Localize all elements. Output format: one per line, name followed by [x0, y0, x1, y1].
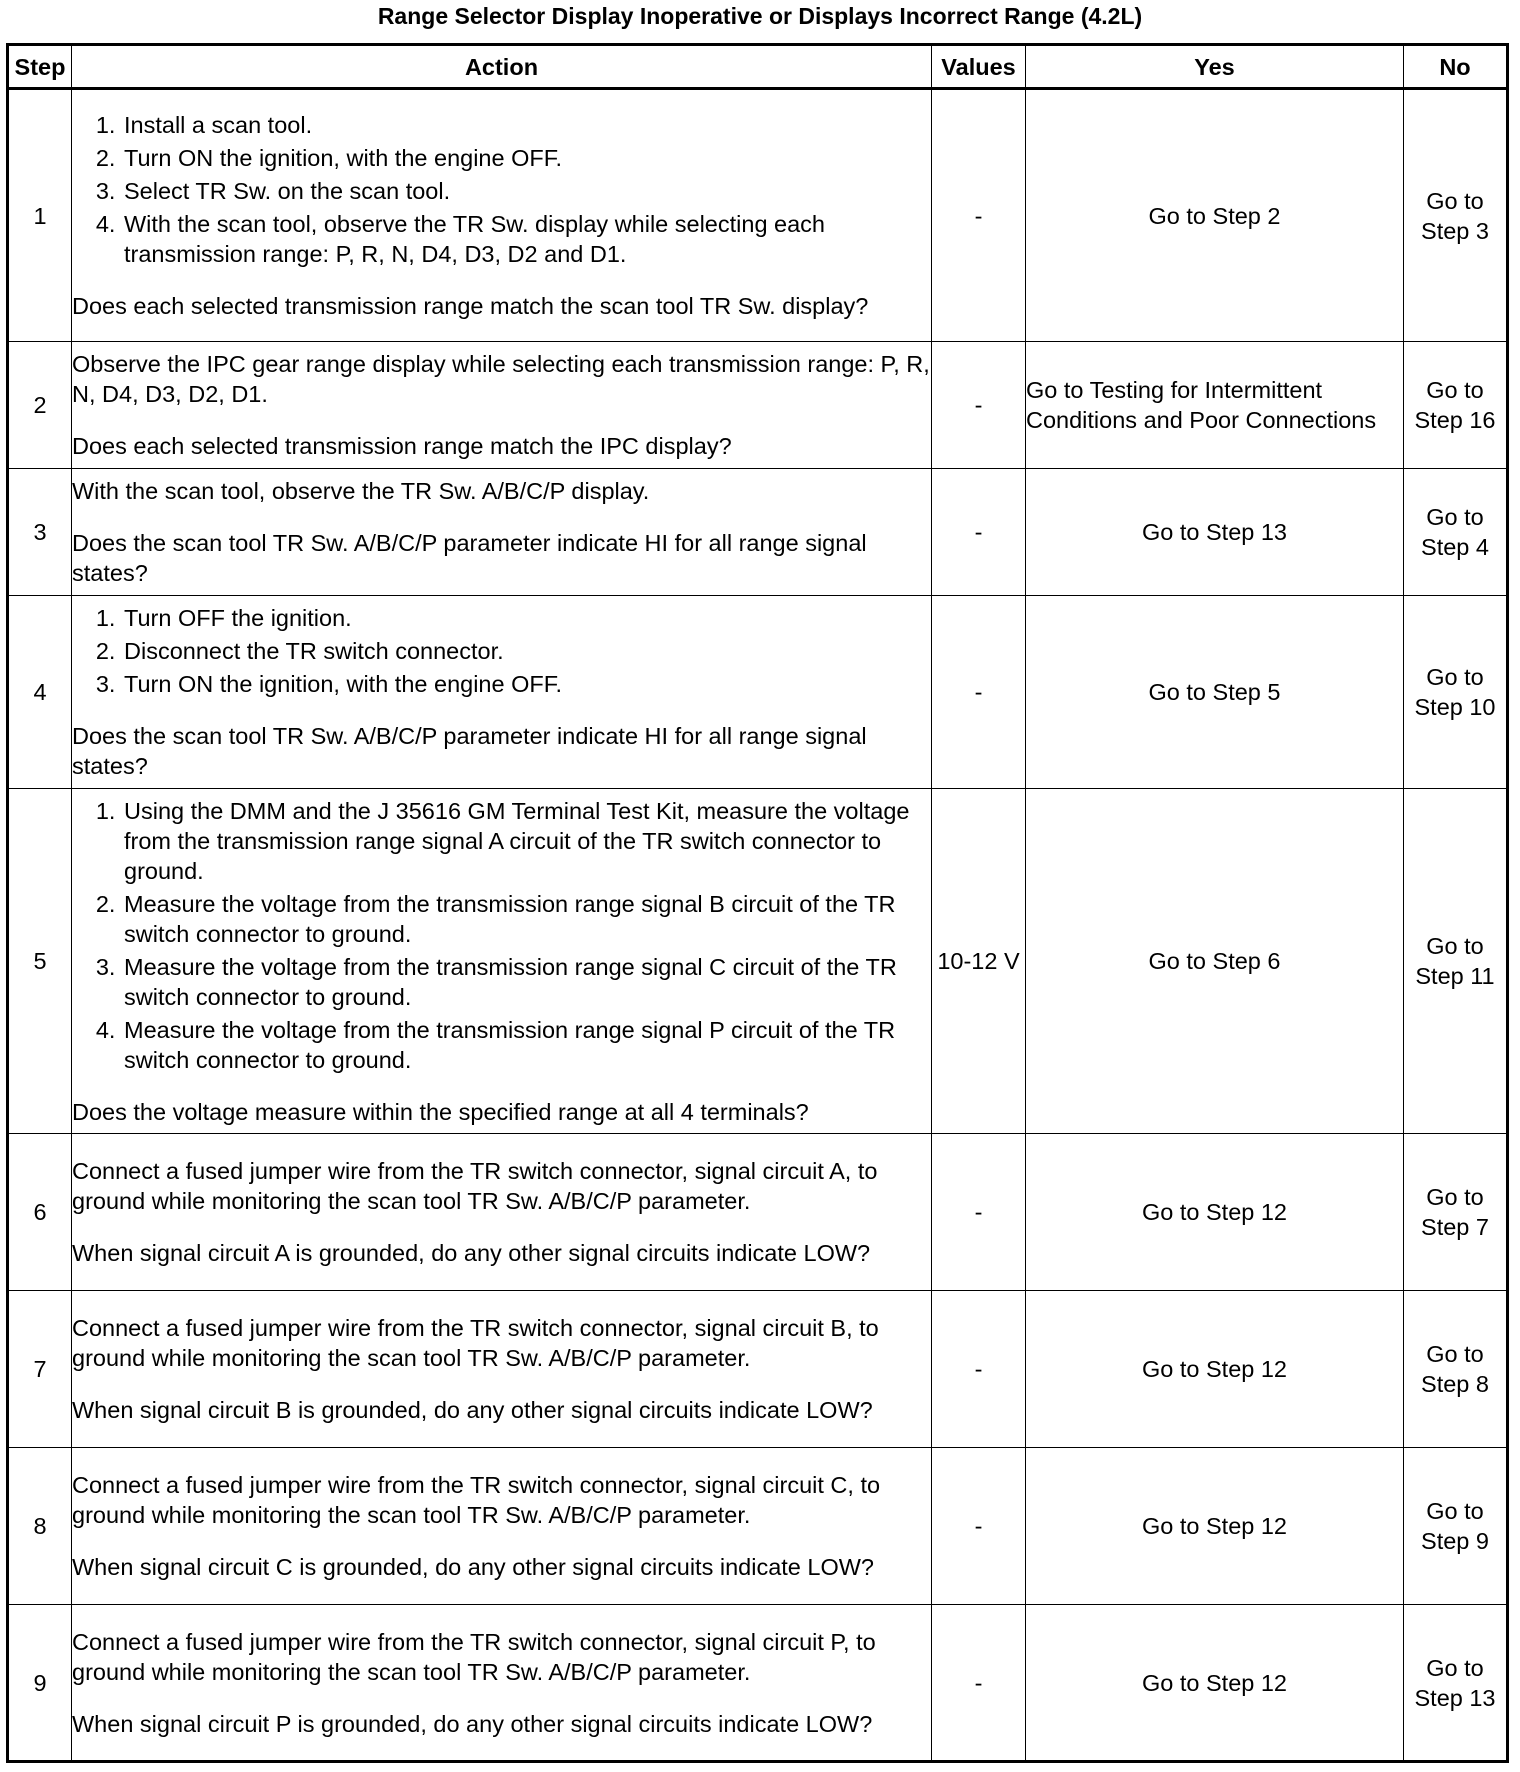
action-cell — [72, 469, 932, 596]
action-text: Observe the IPC gear range display while selecting each transmission range: P, R, N, D4, D3, D2, D1. — [72, 351, 930, 407]
yes-cell: Go to Step 12 — [1026, 1291, 1404, 1448]
yes-cell: Go to Step 12 — [1026, 1134, 1404, 1291]
yes-cell: Go to Step 12 — [1026, 1605, 1404, 1762]
action-question: Does the scan tool TR Sw. A/B/C/P parameter indicate HI for all range signal states? — [72, 723, 867, 779]
step-number: 3 — [8, 469, 72, 596]
action-question: Does each selected transmission range match the IPC display? — [72, 433, 732, 459]
action-text: With the scan tool, observe the TR Sw. A/B/C/P display. — [72, 478, 650, 504]
action-question: Does each selected transmission range match the scan tool TR Sw. display? — [72, 293, 869, 319]
action-text: Connect a fused jumper wire from the TR switch connector, signal circuit A, to ground while monitoring the scan tool TR Sw. A/B/C/P parameter. — [72, 1158, 878, 1214]
header-row — [8, 45, 1508, 89]
step-number: 4 — [8, 596, 72, 789]
step-number: 9 — [8, 1605, 72, 1762]
no-cell: Go to Step 16 — [1404, 342, 1508, 469]
list-item: 2. Measure the voltage from the transmission range signal B circuit of the TR switch connector to ground. — [122, 889, 931, 949]
action-question: When signal circuit C is grounded, do any other signal circuits indicate LOW? — [72, 1554, 874, 1580]
list-item: 1. Install a scan tool. — [122, 110, 931, 140]
table-row — [8, 1448, 1508, 1605]
diagnostic-table — [6, 43, 1509, 1763]
action-question: When signal circuit A is grounded, do any other signal circuits indicate LOW? — [72, 1240, 871, 1266]
list-item: 4. Measure the voltage from the transmission range signal P circuit of the TR switch connector to ground. — [122, 1015, 931, 1075]
action-text: Connect a fused jumper wire from the TR switch connector, signal circuit B, to ground while monitoring the scan tool TR Sw. A/B/C/P parameter. — [72, 1315, 879, 1371]
step-number: 5 — [8, 789, 72, 1134]
no-cell: Go to Step 4 — [1404, 469, 1508, 596]
header-step: Step — [8, 45, 72, 89]
action-cell — [72, 89, 932, 342]
values-cell: 10-12 V — [932, 789, 1026, 1134]
action-question: Does the voltage measure within the specified range at all 4 terminals? — [72, 1098, 809, 1125]
table-row — [8, 89, 1508, 342]
table-row — [8, 1605, 1508, 1762]
header-yes: Yes — [1026, 45, 1404, 89]
list-item: 3. Select TR Sw. on the scan tool. — [122, 176, 931, 206]
action-text: Connect a fused jumper wire from the TR switch connector, signal circuit C, to ground while monitoring the scan tool TR Sw. A/B/C/P parameter. — [72, 1472, 881, 1528]
values-cell: - — [932, 342, 1026, 469]
action-cell — [72, 1291, 932, 1448]
values-cell: - — [932, 1448, 1026, 1605]
action-list — [72, 110, 931, 269]
action-list — [72, 603, 931, 699]
list-item: 3. Measure the voltage from the transmission range signal C circuit of the TR switch connector to ground. — [122, 952, 931, 1012]
step-number: 2 — [8, 342, 72, 469]
header-action: Action — [72, 45, 932, 89]
values-cell: - — [932, 1605, 1026, 1762]
list-item: 1. Using the DMM and the J 35616 GM Terminal Test Kit, measure the voltage from the transmission range signal A circuit of the TR switch connector to ground. — [122, 796, 931, 886]
yes-cell: Go to Step 2 — [1026, 89, 1404, 342]
action-text: Connect a fused jumper wire from the TR switch connector, signal circuit P, to ground while monitoring the scan tool TR Sw. A/B/C/P parameter. — [72, 1628, 876, 1685]
no-cell: Go to Step 11 — [1404, 789, 1508, 1134]
action-question: When signal circuit P is grounded, do any other signal circuits indicate LOW? — [72, 1710, 873, 1737]
values-cell: - — [932, 596, 1026, 789]
no-cell: Go to Step 8 — [1404, 1291, 1508, 1448]
action-list — [72, 796, 931, 1075]
table-row — [8, 1291, 1508, 1448]
yes-cell: Go to Step 5 — [1026, 596, 1404, 789]
step-number: 1 — [8, 89, 72, 342]
table-row — [8, 342, 1508, 469]
no-cell: Go to Step 10 — [1404, 596, 1508, 789]
step-number: 8 — [8, 1448, 72, 1605]
list-item: 2. Turn ON the ignition, with the engine OFF. — [122, 143, 931, 173]
action-cell — [72, 596, 932, 789]
action-question: When signal circuit B is grounded, do any other signal circuits indicate LOW? — [72, 1397, 873, 1423]
page-title: Range Selector Display Inoperative or Displays Incorrect Range (4.2L) — [377, 3, 1143, 29]
list-item: 2. Disconnect the TR switch connector. — [122, 636, 931, 666]
header-no: No — [1404, 45, 1508, 89]
no-cell: Go to Step 7 — [1404, 1134, 1508, 1291]
values-cell: - — [932, 1134, 1026, 1291]
yes-cell: Go to Testing for Intermittent Conditions and Poor Connections — [1026, 342, 1404, 469]
values-cell: - — [932, 469, 1026, 596]
action-cell — [72, 1134, 932, 1291]
action-question: Does the scan tool TR Sw. A/B/C/P parameter indicate HI for all range signal states? — [72, 530, 867, 586]
yes-cell: Go to Step 13 — [1026, 469, 1404, 596]
list-item: 3. Turn ON the ignition, with the engine OFF. — [122, 669, 931, 699]
action-cell — [72, 1448, 932, 1605]
table-row — [8, 1134, 1508, 1291]
values-cell: - — [932, 89, 1026, 342]
table-row — [8, 789, 1508, 1134]
no-cell: Go to Step 9 — [1404, 1448, 1508, 1605]
values-cell: - — [932, 1291, 1026, 1448]
header-values: Values — [932, 45, 1026, 89]
action-cell — [72, 342, 932, 469]
step-number: 6 — [8, 1134, 72, 1291]
list-item: 1. Turn OFF the ignition. — [122, 603, 931, 633]
table-row — [8, 596, 1508, 789]
yes-cell: Go to Step 12 — [1026, 1448, 1404, 1605]
action-cell — [72, 789, 932, 1134]
no-cell: Go to Step 13 — [1404, 1605, 1508, 1762]
table-row — [8, 469, 1508, 596]
no-cell: Go to Step 3 — [1404, 89, 1508, 342]
step-number: 7 — [8, 1291, 72, 1448]
yes-cell: Go to Step 6 — [1026, 789, 1404, 1134]
action-cell — [72, 1605, 932, 1762]
list-item: 4. With the scan tool, observe the TR Sw. display while selecting each transmission range: P, R, N, D4, D3, D2 and D1. — [122, 209, 931, 269]
